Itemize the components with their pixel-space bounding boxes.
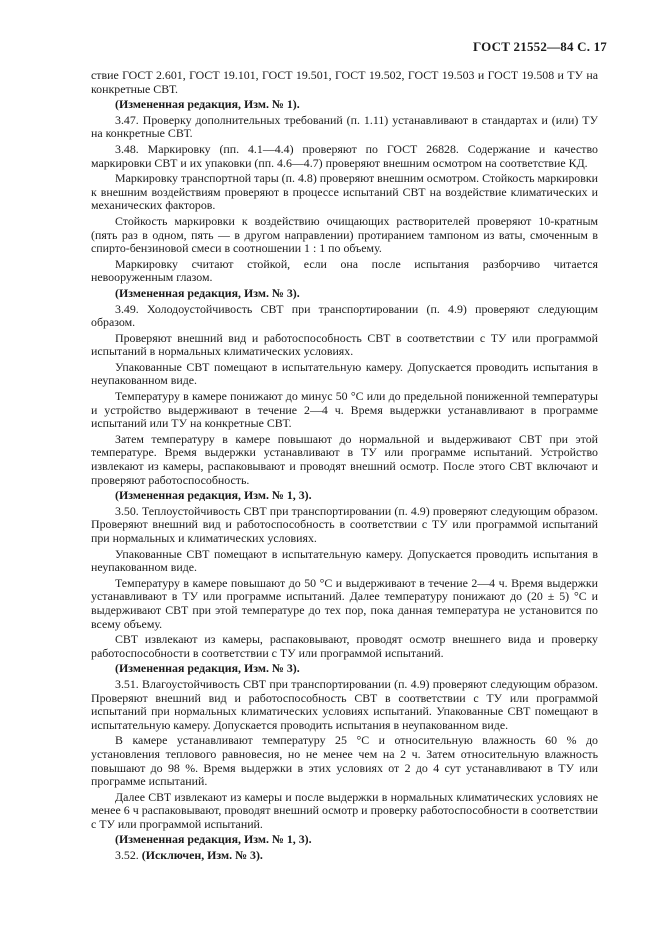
- paragraph: Стойкость маркировки к воздействию очищающих растворителей проверяют 10-кратным (пять раз в одном, пять — в другом направлении) протиранием тампоном из ваты, смоченным в спирто-бензиновой смеси в соотношении 1 : 1 по объему.: [91, 213, 598, 256]
- paragraph: В камере устанавливают температуру 25 °С и относительную влажность 60 % до установления теплового равновесия, но не менее чем на 2 ч. Затем относительную влажность повышают до 98 %. Время выдержки в этих условиях от 2 до 4 сут устанавливают в ТУ или программе испытаний.: [91, 733, 598, 789]
- paragraph: ствие ГОСТ 2.601, ГОСТ 19.101, ГОСТ 19.501, ГОСТ 19.502, ГОСТ 19.503 и ГОСТ 19.508 и ТУ на конкретные СВТ.: [91, 68, 598, 96]
- paragraph: 3.48. Маркировку (пп. 4.1—4.4) проверяют по ГОСТ 26828. Содержание и качество маркировки СВТ и их упаковки (пп. 4.6—4.7) проверяют внешним осмотром на соответствие КД.: [91, 141, 598, 170]
- clause-number: 3.52.: [115, 848, 139, 863]
- clause-excluded: [91, 849, 598, 863]
- paragraph: 3.51. Влагоустойчивость СВТ при транспортировании (п. 4.9) проверяют следующим образом. Проверяют внешний вид и работоспособность СВТ в соответствии с ТУ или программой испытаний при нормальных климатических условиях испытаний. Упакованные СВТ помещают в испытательную камеру. Допускается проводить испытания в неупакованном виде.: [91, 676, 598, 732]
- paragraph: Упакованные СВТ помещают в испытательную камеру. Допускается проводить испытания в неупакованном виде.: [91, 359, 598, 388]
- running-header: ГОСТ 21552—84 С. 17: [473, 39, 607, 54]
- paragraph: Проверяют внешний вид и работоспособность СВТ в соответствии с ТУ или программой испытаний в нормальных климатических условиях.: [91, 330, 598, 359]
- paragraph: 3.47. Проверку дополнительных требований (п. 1.11) устанавливают в стандартах и (или) ТУ на конкретные СВТ.: [91, 112, 598, 141]
- document-body: [91, 69, 598, 865]
- excluded-note: (Исключен, Изм. № 3).: [141, 848, 263, 863]
- paragraph: Упакованные СВТ помещают в испытательную камеру. Допускается проводить испытания в неупакованном виде.: [91, 546, 598, 575]
- paragraph: 3.49. Холодоустойчивость СВТ при транспортировании (п. 4.9) проверяют следующим образом.: [91, 301, 598, 330]
- paragraph: Затем температуру в камере повышают до нормальной и выдерживают СВТ при этой температуре. Время выдержки устанавливают в ТУ или программе испытаний. Устройство извлекают из камеры, распаковывают и проводят внешний осмотр. После этого СВТ включают и проверяют работоспособность.: [91, 431, 598, 487]
- paragraph: Далее СВТ извлекают из камеры и после выдержки в нормальных климатических условиях не менее 6 ч распаковывают, проводят внешний осмотр и проверку работоспособности в соответствии с ТУ или программой испытаний.: [91, 789, 598, 831]
- paragraph: Температуру в камере понижают до минус 50 °С или до предельной пониженной температуры и устройство выдерживают в течение 2—4 ч. Время выдержки устанавливают в программе испытаний или ТУ на конкретные СВТ.: [91, 389, 598, 431]
- paragraph: Маркировку транспортной тары (п. 4.8) проверяют внешним осмотром. Стойкость маркировки к внешним воздействиям проверяют в процессе испытаний СВТ на воздействие климатических и механических факторов.: [91, 171, 598, 213]
- edition-note: (Измененная редакция, Изм. № 1, 3).: [115, 832, 312, 847]
- edition-note: (Измененная редакция, Изм. № 3).: [115, 285, 300, 300]
- paragraph: 3.50. Теплоустойчивость СВТ при транспортировании (п. 4.9) проверяют следующим образом. Проверяют внешний вид и работоспособность в соответствии с ТУ или программой испытаний при нормальных и климатических условиях.: [91, 503, 598, 545]
- edition-note: (Измененная редакция, Изм. № 1).: [115, 97, 300, 112]
- paragraph: Маркировку считают стойкой, если она после испытания разборчиво читается невооруженным глазом.: [91, 256, 598, 285]
- edition-note: (Измененная редакция, Изм. № 1, 3).: [115, 488, 312, 503]
- edition-note: (Измененная редакция, Изм. № 3).: [115, 661, 300, 676]
- paragraph: Температуру в камере повышают до 50 °С и выдерживают в течение 2—4 ч. Время выдержки устанавливают в ТУ или программе испытаний. Далее температуру понижают до (20 ± 5) °С и выдерживают СВТ при этой температуре до тех пор, пока данная температура не установится по всему объему.: [91, 575, 598, 631]
- paragraph: СВТ извлекают из камеры, распаковывают, проводят осмотр внешнего вида и проверку работоспособности в соответствии с ТУ или программой испытаний.: [91, 632, 598, 660]
